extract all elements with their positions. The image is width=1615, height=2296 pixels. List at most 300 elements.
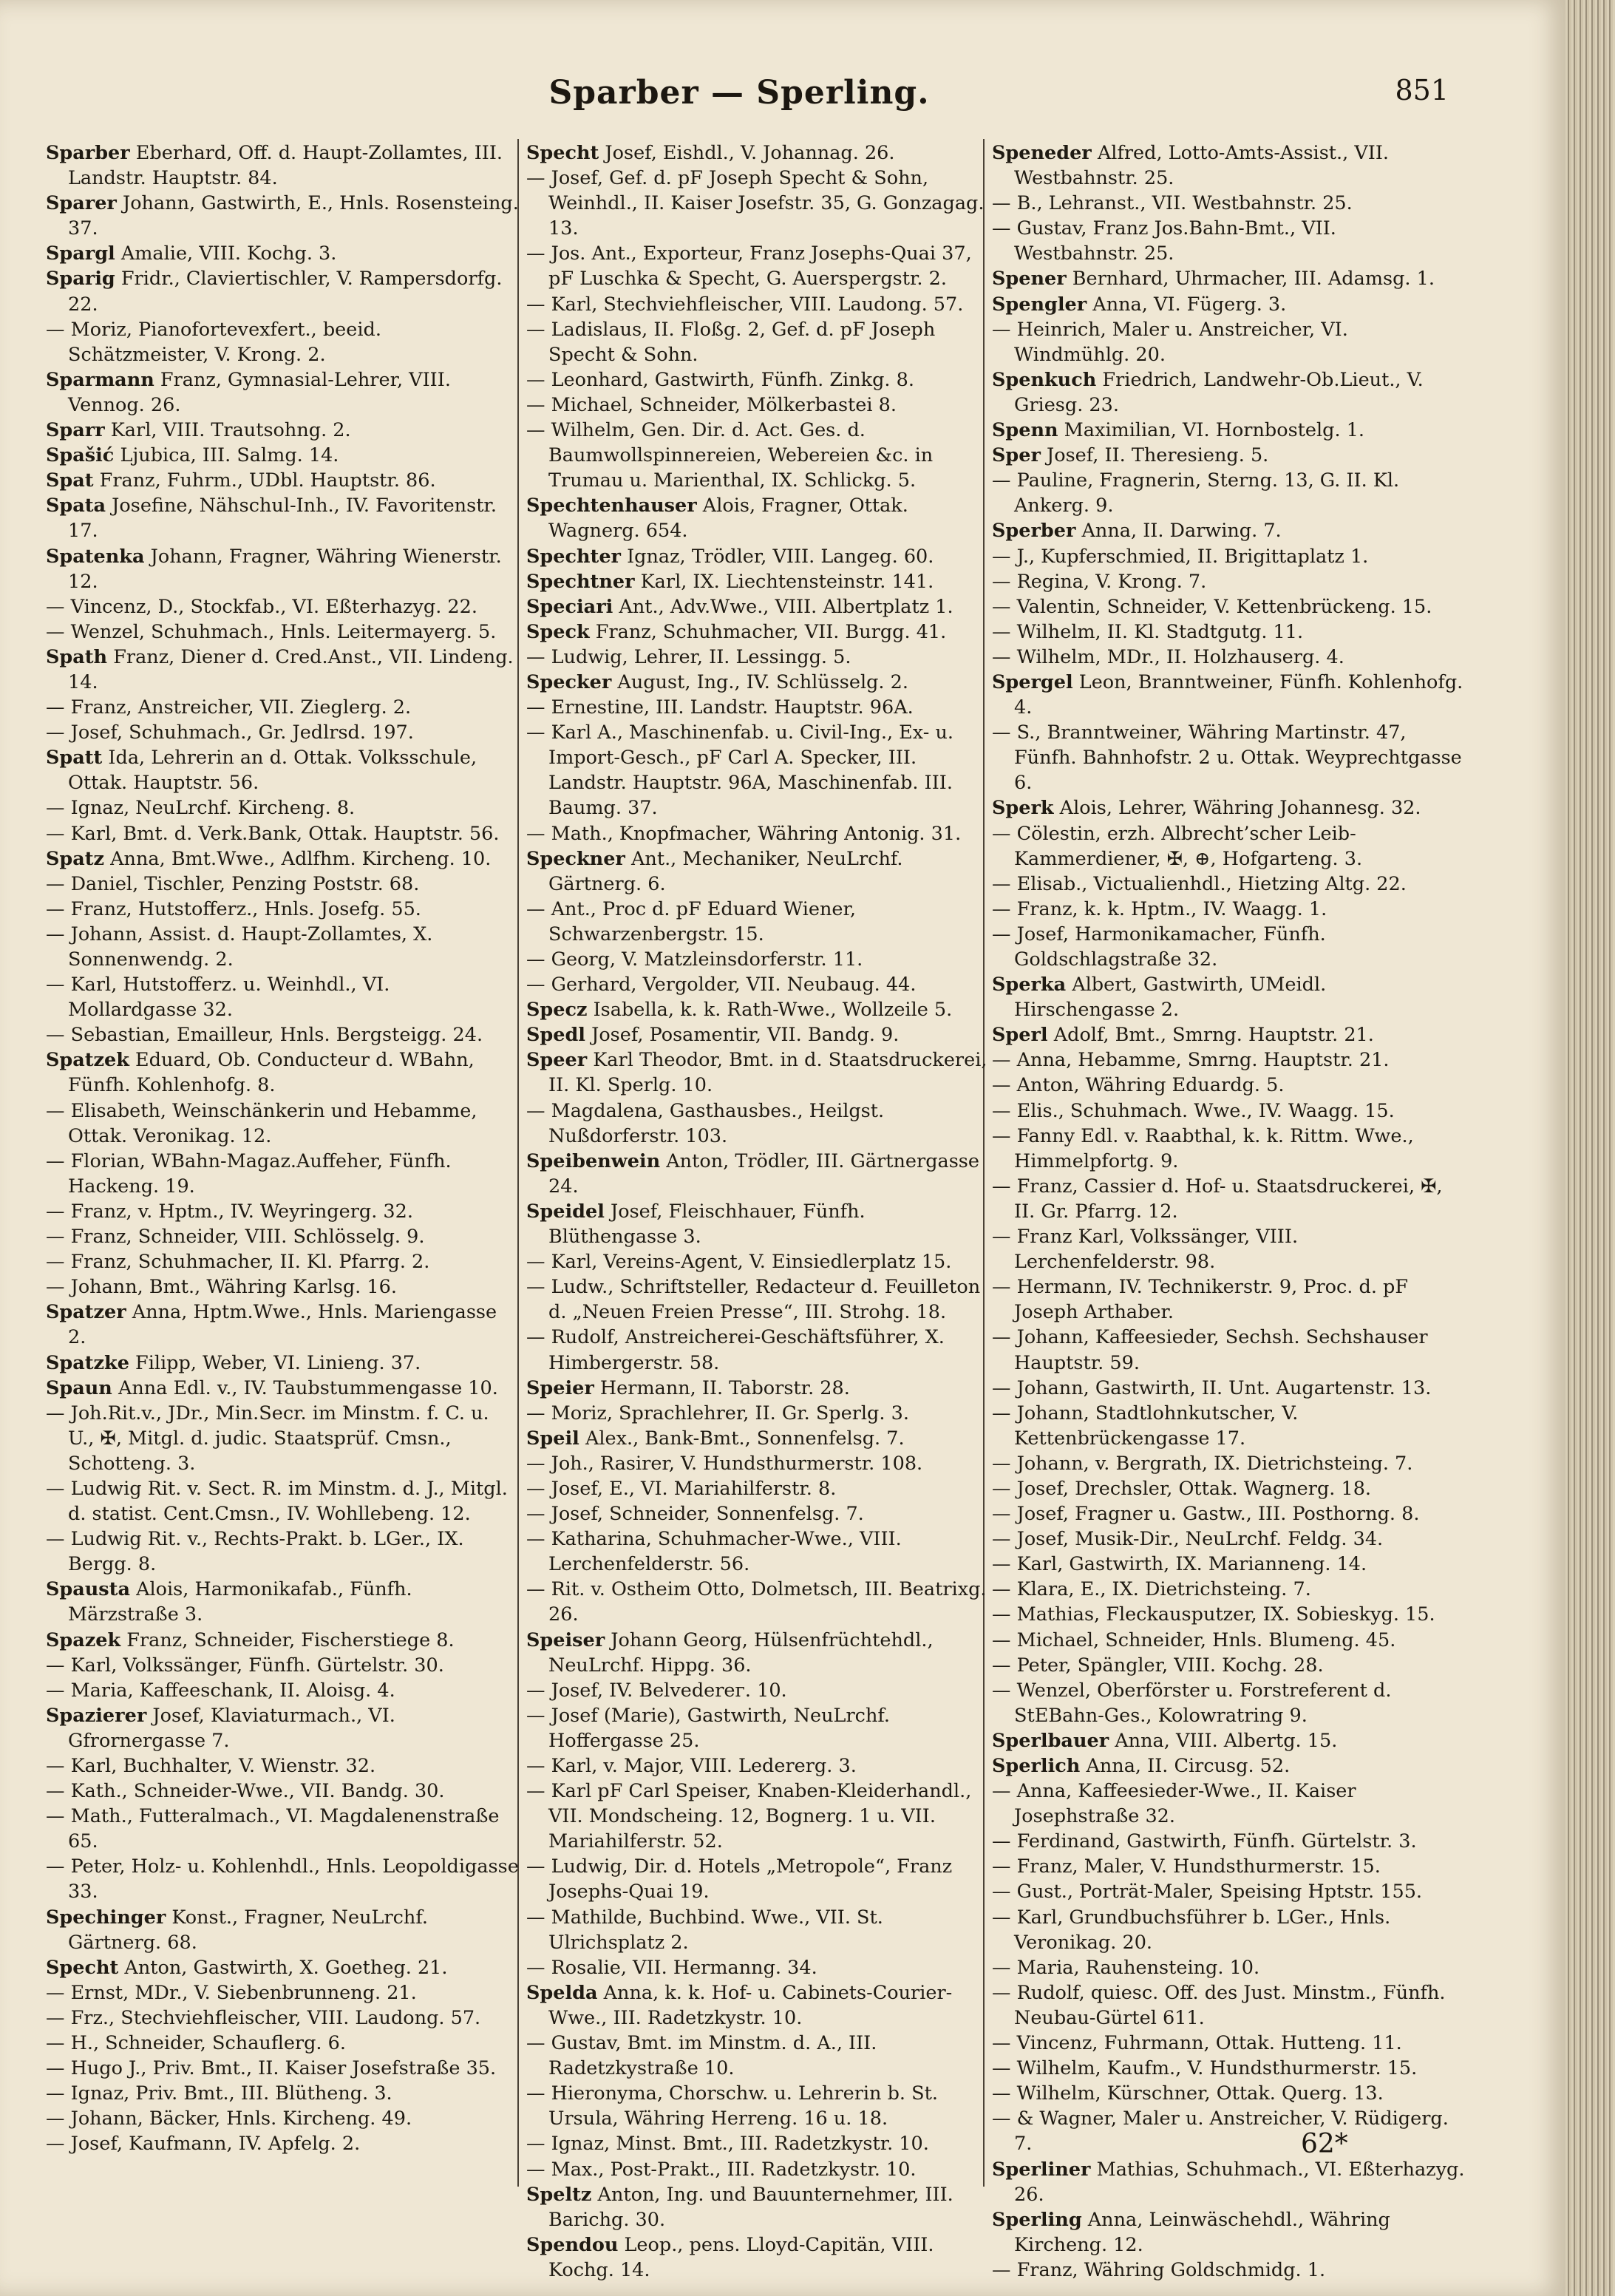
entry-surname: Sperka	[992, 974, 1067, 996]
directory-entry	[526, 1401, 999, 1426]
entry-details: — Maria, Kaffeeschank, II. Aloisg. 4.	[46, 1679, 395, 1702]
directory-entry	[46, 2056, 519, 2081]
entry-details: — Ludwig Rit. v., Rechts-Prakt. b. LGer., IX. Bergg. 8.	[46, 1528, 464, 1576]
directory-entry	[46, 1098, 519, 1149]
entry-details: — Franz, v. Hptm., IV. Weyringerg. 32.	[46, 1200, 413, 1223]
directory-entry	[992, 922, 1465, 972]
entry-details: Alois, Harmonikafab., Fünfh. Märzstraße 3.	[68, 1578, 412, 1626]
directory-entry	[526, 1022, 999, 1047]
entry-details: Anna, Leinwäschehdl., Währing Kircheng. 12.	[1014, 2208, 1390, 2256]
signature-mark: 62*	[1301, 2129, 1348, 2159]
entry-details: — Josef, E., VI. Mariahilferstr. 8.	[526, 1477, 837, 1500]
entry-details: — Ignaz, Priv. Bmt., III. Blütheng. 3.	[46, 2082, 392, 2105]
entry-details: — Ludwig, Lehrer, II. Lessingg. 5.	[526, 645, 851, 668]
directory-entry	[992, 1602, 1465, 1627]
directory-entry	[992, 897, 1465, 922]
entry-details: — Josef, Harmonikamacher, Fünfh. Goldschlagstraße 32.	[992, 923, 1326, 971]
entry-details: — Ludw., Schriftsteller, Redacteur d. Feuilleton d. „Neuen Freien Presse“, III. Strohg. 18.	[526, 1276, 981, 1324]
entry-details: — Ernst, MDr., V. Siebenbrunneng. 21.	[46, 1981, 417, 2004]
entry-details: Ida, Lehrerin an d. Ottak. Volksschule, Ottak. Hauptstr. 56.	[68, 747, 477, 795]
directory-entry	[526, 1526, 999, 1577]
directory-entry	[992, 2056, 1465, 2081]
entry-details: — Magdalena, Gasthausbes., Heilgst. Nußdorferstr. 103.	[526, 1099, 885, 1147]
directory-entry	[526, 897, 999, 947]
directory-entry	[526, 1678, 999, 1703]
entry-details: — Ant., Proc d. pF Eduard Wiener, Schwarzenbergstr. 15.	[526, 897, 856, 945]
directory-entry	[46, 1577, 519, 1627]
entry-details: — Josef (Marie), Gastwirth, NeuLrchf. Hoffergasse 25.	[526, 1704, 891, 1752]
entry-details: Josef, Eishdl., V. Johannag. 26.	[599, 142, 895, 164]
entry-surname: Spatt	[46, 747, 103, 770]
directory-entry	[992, 1628, 1465, 1653]
entry-details: — Jos. Ant., Exporteur, Franz Josephs-Quai 37, pF Luschka & Specht, G. Auerspergstr. 2.	[526, 242, 972, 291]
entry-details: Anna, VIII. Albertg. 15.	[1109, 1729, 1338, 1752]
page-header	[0, 74, 1478, 133]
entry-details: — Franz, Währing Goldschmidg. 1.	[992, 2258, 1326, 2281]
entry-surname: Sperl	[992, 1024, 1048, 1047]
entry-details: — Franz, Hutstofferz., Hnls. Josefg. 55.	[46, 897, 421, 920]
directory-entry	[526, 1753, 999, 1779]
directory-entry	[46, 1300, 519, 1350]
entry-details: — Wilhelm, Gen. Dir. d. Act. Ges. d. Baumwollspinnereien, Webereien &c. in Trumau u. Marienthal, IX. Schlickg. 5.	[526, 419, 934, 492]
directory-entry	[992, 1174, 1465, 1224]
entry-details: — Joh.Rit.v., JDr., Min.Secr. im Minstm. f. C. u. U., ✠, Mitgl. d. judic. Staatsprüf. Cmsn., Schotteng. 3.	[46, 1402, 489, 1475]
entry-details: Franz, Gymnasial-Lehrer, VIII. Vennog. 26.	[68, 368, 451, 416]
directory-entry	[992, 2207, 1465, 2258]
entry-details: — Johann, Bäcker, Hnls. Kircheng. 49.	[46, 2108, 412, 2130]
entry-surname: Sperling	[992, 2208, 1082, 2231]
directory-entry	[526, 972, 999, 997]
entry-details: — Ignaz, NeuLrchf. Kircheng. 8.	[46, 797, 356, 820]
entry-details: — Rudolf, Anstreicherei-Geschäftsführer, X. Himbergerstr. 58.	[526, 1326, 945, 1374]
entry-details: — Franz, Cassier d. Hof- u. Staatsdruckerei, ✠, II. Gr. Pfarrg. 12.	[992, 1175, 1443, 1223]
directory-entry	[526, 594, 999, 619]
entry-details: — Karl, Bmt. d. Verk.Bank, Ottak. Hauptstr. 56.	[46, 822, 500, 845]
directory-entry	[526, 367, 999, 393]
directory-entry	[46, 2131, 519, 2156]
entry-surname: Spener	[992, 268, 1067, 291]
entry-details: Adolf, Bmt., Smrng. Hauptstr. 21.	[1047, 1024, 1374, 1047]
entry-surname: Spaun	[46, 1376, 112, 1399]
directory-entry	[526, 1955, 999, 1980]
directory-entry	[992, 1274, 1465, 1325]
entry-details: Mathias, Schuhmach., VI. Eßterhazyg. 26.	[1014, 2158, 1465, 2206]
entry-surname: Sperlich	[992, 1755, 1081, 1777]
directory-entry	[46, 1376, 519, 1401]
entry-details: — Hieronyma, Chorschw. u. Lehrerin b. St. Ursula, Währing Herreng. 16 u. 18.	[526, 2082, 938, 2130]
directory-entry	[526, 1098, 999, 1149]
entry-details: Anna, II. Darwing. 7.	[1075, 520, 1282, 543]
entry-surname: Speneder	[992, 142, 1092, 164]
directory-entry	[992, 1401, 1465, 1451]
directory-entry	[46, 191, 519, 241]
entry-details: Anna, k. k. Hof- u. Cabinets-Courier-Wwe., III. Radetzkystr. 10.	[548, 1981, 953, 2029]
directory-entry	[992, 1905, 1465, 1955]
entry-details: — Hermann, IV. Technikerstr. 9, Proc. d. pF Joseph Arthaber.	[992, 1276, 1409, 1324]
directory-entry	[46, 1274, 519, 1300]
directory-entry	[992, 1854, 1465, 1879]
entry-details: Isabella, k. k. Rath-Wwe., Wollzeile 5.	[587, 999, 953, 1022]
directory-entry	[526, 166, 999, 241]
directory-entry	[992, 140, 1465, 191]
entry-details: — Karl, Vereins-Agent, V. Einsiedlerplatz 15.	[526, 1251, 952, 1274]
entry-surname: Sparr	[46, 419, 105, 442]
entry-details: Anna, Hptm.Wwe., Hnls. Mariengasse 2.	[68, 1301, 497, 1349]
directory-entry	[526, 2182, 999, 2232]
directory-entry	[992, 1653, 1465, 1678]
directory-entry	[992, 1728, 1465, 1753]
entry-surname: Sper	[992, 444, 1041, 467]
directory-entry	[992, 2106, 1465, 2156]
entry-details: — Josef, Fragner u. Gastw., III. Posthorng. 8.	[992, 1503, 1420, 1526]
entry-surname: Spata	[46, 495, 106, 517]
entry-details: Josef, Fleischhauer, Fünfh. Blüthengasse 3.	[548, 1200, 866, 1249]
directory-entry	[992, 367, 1465, 418]
directory-column-2	[526, 140, 999, 2283]
entry-details: Karl, IX. Liechtensteinstr. 141.	[634, 570, 934, 593]
entry-details: — Johann, v. Bergrath, IX. Dietrichsteing. 7.	[992, 1452, 1413, 1475]
directory-entry	[46, 1779, 519, 1804]
entry-details: — Vincenz, D., Stockfab., VI. Eßterhazyg. 22.	[46, 595, 477, 618]
directory-entry	[992, 1753, 1465, 1779]
entry-details: August, Ing., IV. Schlüsselg. 2.	[611, 670, 908, 693]
entry-details: — Karl, Hutstofferz. u. Weinhdl., VI. Mollardgasse 32.	[46, 974, 390, 1022]
entry-surname: Spath	[46, 645, 108, 668]
directory-entry	[46, 1224, 519, 1249]
entry-details: — Karl, Gastwirth, IX. Marianneng. 14.	[992, 1553, 1367, 1576]
directory-entry	[526, 1476, 999, 1501]
directory-entry	[46, 1678, 519, 1703]
entry-surname: Speltz	[526, 2183, 592, 2206]
entry-details: — Franz, Anstreicher, VII. Zieglerg. 2.	[46, 696, 412, 719]
entry-details: — Rosalie, VII. Hermanng. 34.	[526, 1956, 817, 1979]
directory-entry	[46, 1653, 519, 1678]
directory-entry	[46, 2031, 519, 2056]
entry-details: Leon, Branntweiner, Fünfh. Kohlenhofg. 4.	[1014, 670, 1463, 719]
entry-details: — Wilhelm, II. Kl. Stadtgutg. 11.	[992, 620, 1304, 643]
entry-details: — B., Lehranst., VII. Westbahnstr. 25.	[992, 192, 1353, 215]
directory-entry	[526, 1199, 999, 1249]
entry-details: — Wenzel, Schuhmach., Hnls. Leitermayerg. 5.	[46, 620, 497, 643]
directory-entry	[46, 1351, 519, 1376]
entry-surname: Spatzke	[46, 1351, 129, 1374]
entry-surname: Sperber	[992, 520, 1076, 543]
directory-entry	[46, 1905, 519, 1955]
entry-surname: Sparer	[46, 192, 117, 215]
directory-entry	[992, 518, 1465, 543]
entry-details: — Ludwig Rit. v. Sect. R. im Minstm. d. J., Mitgl. d. statist. Cent.Cmsn., IV. Wohllebeng. 12.	[46, 1477, 508, 1526]
directory-entry	[46, 418, 519, 443]
entry-details: — Johann, Kaffeesieder, Sechsh. Sechshauser Hauptstr. 59.	[992, 1326, 1428, 1374]
entry-details: — Josef, Drechsler, Ottak. Wagnerg. 18.	[992, 1477, 1372, 1500]
entry-details: — Karl A., Maschinenfab. u. Civil-Ing., Ex- u. Import-Gesch., pF Carl A. Specker, III. Landstr. Hauptstr. 96A, Maschinenfab. III. Baumg. 37.	[526, 721, 953, 820]
entry-details: Friedrich, Landwehr-Ob.Lieut., V. Griesg. 23.	[1014, 368, 1424, 416]
entry-details: — Katharina, Schuhmacher-Wwe., VIII. Lerchenfelderstr. 56.	[526, 1528, 902, 1576]
directory-entry	[992, 1526, 1465, 1552]
entry-details: Leop., pens. Lloyd-Capitän, VIII. Kochg. 14.	[548, 2233, 934, 2281]
entry-surname: Sperlbauer	[992, 1729, 1109, 1752]
directory-entry	[46, 317, 519, 367]
directory-entry	[46, 645, 519, 695]
directory-entry	[992, 2258, 1465, 2283]
directory-entry	[46, 922, 519, 972]
directory-entry	[992, 317, 1465, 367]
directory-entry	[992, 1325, 1465, 1375]
entry-details: Ljubica, III. Salmg. 14.	[114, 444, 339, 467]
directory-entry	[46, 1854, 519, 1904]
entry-surname: Spechter	[526, 545, 621, 568]
directory-entry	[526, 1047, 999, 1098]
entry-details: — Elis., Schuhmach. Wwe., IV. Waagg. 15.	[992, 1099, 1395, 1122]
entry-details: Franz, Fuhrm., UDbl. Hauptstr. 86.	[93, 469, 436, 492]
directory-entry	[526, 2232, 999, 2283]
entry-details: — Mathias, Fleckausputzer, IX. Sobieskyg. 15.	[992, 1603, 1435, 1626]
entry-details: Maximilian, VI. Hornbostelg. 1.	[1058, 419, 1365, 442]
entry-details: — Cölestin, erzh. Albrecht’scher Leib-Kammerdiener, ✠, ⊕, Hofgarteng. 3.	[992, 822, 1363, 870]
directory-entry	[526, 1274, 999, 1325]
directory-entry	[526, 2081, 999, 2131]
entry-details: Alex., Bank-Bmt., Sonnenfelsg. 7.	[579, 1427, 905, 1450]
entry-surname: Spergel	[992, 670, 1073, 693]
entry-surname: Spechinger	[46, 1906, 166, 1929]
page-edge	[1565, 0, 1615, 2296]
entry-surname: Sparig	[46, 268, 115, 291]
directory-entry	[526, 997, 999, 1022]
entry-details: — Josef, Schuhmach., Gr. Jedlrsd. 197.	[46, 721, 414, 744]
directory-entry	[992, 1098, 1465, 1124]
entry-surname: Spazierer	[46, 1704, 147, 1727]
directory-entry	[992, 569, 1465, 594]
directory-entry	[526, 695, 999, 720]
directory-entry	[526, 544, 999, 569]
entry-surname: Spengler	[992, 293, 1087, 316]
entry-details: — Josef, IV. Belvederег. 10.	[526, 1679, 787, 1702]
directory-entry	[46, 1047, 519, 1098]
entry-details: — Peter, Holz- u. Kohlenhdl., Hnls. Leopoldigasse 33.	[46, 1855, 519, 1903]
entry-details: — Gustav, Franz Jos.Bahn-Bmt., VII. Westbahnstr. 25.	[992, 217, 1336, 265]
entry-surname: Spendou	[526, 2233, 619, 2256]
entry-details: — Ferdinand, Gastwirth, Fünfh. Gürtelstr. 3.	[992, 1830, 1417, 1853]
directory-entry	[992, 619, 1465, 645]
entry-surname: Spašić	[46, 444, 115, 467]
directory-entry	[992, 795, 1465, 821]
entry-surname: Spausta	[46, 1578, 130, 1601]
directory-entry	[46, 594, 519, 619]
entry-details: — Gustav, Bmt. im Minstm. d. A., III. Radetzkystraße 10.	[526, 2032, 877, 2080]
entry-details: — Elisabeth, Weinschänkerin und Hebamme, Ottak. Veronikag. 12.	[46, 1099, 477, 1147]
directory-entry	[992, 544, 1465, 569]
directory-entry	[992, 1577, 1465, 1602]
directory-entry	[46, 1980, 519, 2005]
directory-entry	[46, 1753, 519, 1779]
entry-details: — Mathilde, Buchbind. Wwe., VII. St. Ulrichsplatz 2.	[526, 1906, 883, 1954]
directory-entry	[526, 1779, 999, 1854]
entry-details: — Sebastian, Emailleur, Hnls. Bergsteigg. 24.	[46, 1024, 483, 1047]
directory-entry	[526, 1149, 999, 1199]
entry-details: Anton, Gastwirth, X. Goetheg. 21.	[118, 1956, 448, 1979]
entry-details: — Franz, Schneider, VIII. Schlösselg. 9.	[46, 1226, 425, 1249]
entry-details: Albert, Gastwirth, UMeidl. Hirschengasse 2.	[1014, 974, 1327, 1022]
directory-entry	[46, 1022, 519, 1047]
directory-entry	[46, 872, 519, 897]
entry-surname: Sperliner	[992, 2158, 1091, 2181]
entry-details: Josef, II. Theresieng. 5.	[1040, 444, 1269, 467]
entry-details: — Pauline, Fragnerin, Sterng. 13, G. II. Kl. Ankerg. 9.	[992, 469, 1400, 517]
entry-details: — Moriz, Pianofortevexfert., beeid. Schätzmeister, V. Krong. 2.	[46, 318, 381, 366]
entry-details: — Josef, Schneider, Sonnenfelsg. 7.	[526, 1503, 864, 1526]
entry-details: — Klara, E., IX. Dietrichsteing. 7.	[992, 1578, 1311, 1601]
entry-details: — Wilhelm, Kürschner, Ottak. Querg. 13.	[992, 2082, 1384, 2105]
entry-details: — Joh., Rasirer, V. Hundsthurmerstr. 108.	[526, 1452, 923, 1475]
entry-details: — Math., Knopfmacher, Währing Antonig. 31.	[526, 822, 962, 845]
entry-details: Eberhard, Off. d. Haupt-Zollamtes, III. Landstr. Hauptstr. 84.	[68, 142, 503, 190]
entry-surname: Specht	[526, 142, 599, 164]
directory-entry	[46, 1199, 519, 1224]
directory-entry	[526, 2157, 999, 2182]
directory-entry	[46, 1476, 519, 1526]
entry-details: Franz, Schneider, Fischerstiege 8.	[120, 1628, 455, 1651]
entry-details: — Franz, Maler, V. Hundsthurmerstr. 15.	[992, 1855, 1381, 1878]
entry-details: Anton, Trödler, III. Gärtnergasse 24.	[548, 1149, 979, 1198]
entry-details: — Franz, k. k. Hptm., IV. Waagg. 1.	[992, 897, 1327, 920]
directory-entry	[526, 720, 999, 821]
entry-details: — Hugo J., Priv. Bmt., II. Kaiser Josefstraße 35.	[46, 2057, 497, 2080]
directory-entry	[992, 972, 1465, 1022]
directory-entry	[992, 1779, 1465, 1829]
entry-details: — Florian, WBahn-Magaz.Auffeher, Fünfh. Hackeng. 19.	[46, 1149, 452, 1198]
entry-details: Karl Theodor, Bmt. in d. Staatsdruckerei, II. Kl. Sperlg. 10.	[548, 1049, 987, 1097]
directory-column-3	[992, 140, 1465, 2283]
entry-details: — Wilhelm, MDr., II. Holzhauserg. 4.	[992, 645, 1344, 668]
directory-entry	[526, 241, 999, 291]
directory-column-1	[46, 140, 519, 2157]
entry-surname: Speiser	[526, 1628, 605, 1651]
directory-entry	[526, 947, 999, 972]
entry-details: — Frz., Stechviehfleischer, VIII. Laudong. 57.	[46, 2006, 481, 2029]
entry-details: Franz, Diener d. Cred.Anst., VII. Lindeng. 14.	[68, 645, 514, 693]
entry-details: Franz, Schuhmacher, VII. Burgg. 41.	[589, 620, 947, 643]
directory-entry	[992, 1224, 1465, 1274]
directory-entry	[46, 972, 519, 1022]
entry-details: Anna, II. Circusg. 52.	[1080, 1755, 1291, 1777]
entry-details: — Michael, Schneider, Mölkerbastei 8.	[526, 393, 897, 416]
directory-entry	[46, 544, 519, 594]
entry-details: Alfred, Lotto-Amts-Assist., VII. Westbahnstr. 25.	[1014, 142, 1390, 190]
directory-entry	[46, 897, 519, 922]
entry-details: — Georg, V. Matzleinsdorferstr. 11.	[526, 948, 863, 971]
entry-details: — Karl, Stechviehfleischer, VIII. Laudong. 57.	[526, 293, 964, 316]
directory-entry	[526, 1501, 999, 1526]
directory-entry	[526, 493, 999, 543]
directory-entry	[526, 317, 999, 367]
entry-details: — Anna, Kaffeesieder-Wwe., II. Kaiser Josephstraße 32.	[992, 1780, 1356, 1828]
entry-details: Ignaz, Trödler, VIII. Langeg. 60.	[620, 545, 934, 568]
entry-details: — Josef, Gef. d. pF Joseph Specht & Sohn, Weinhdl., II. Kaiser Josefstr. 35, G. Gonzagag. 13.	[526, 167, 985, 240]
entry-details: — Karl, Grundbuchsführer b. LGer., Hnls. Veronikag. 20.	[992, 1906, 1391, 1954]
entry-surname: Specht	[46, 1956, 119, 1979]
directory-entry	[526, 1325, 999, 1375]
entry-surname: Speibenwein	[526, 1149, 661, 1172]
directory-entry	[46, 493, 519, 543]
directory-entry	[46, 720, 519, 745]
directory-entry	[992, 720, 1465, 795]
directory-entry	[526, 1577, 999, 1627]
directory-entry	[526, 846, 999, 897]
entry-details: Josef, Posamentir, VII. Bandg. 9.	[585, 1024, 900, 1047]
entry-details: — Peter, Spängler, VIII. Kochg. 28.	[992, 1654, 1324, 1677]
directory-entry	[46, 140, 519, 191]
entry-details: Johann, Gastwirth, E., Hnls. Rosensteing. 37.	[68, 192, 519, 240]
directory-entry	[526, 1376, 999, 1401]
entry-surname: Speier	[526, 1376, 594, 1399]
directory-entry	[992, 594, 1465, 619]
entry-details: Amalie, VIII. Kochg. 3.	[115, 242, 337, 265]
directory-entry	[992, 443, 1465, 468]
entry-details: — Karl, Buchhalter, V. Wienstr. 32.	[46, 1755, 376, 1777]
directory-entry	[46, 266, 519, 316]
entry-details: — Vincenz, Fuhrmann, Ottak. Hutteng. 11.	[992, 2032, 1402, 2055]
entry-surname: Spenkuch	[992, 368, 1097, 391]
entry-details: Konst., Fragner, NeuLrchf. Gärtnerg. 68.	[68, 1906, 428, 1954]
directory-entry	[992, 1879, 1465, 1904]
entry-details: — S., Branntweiner, Währing Martinstr. 47, Fünfh. Bahnhofstr. 2 u. Ottak. Weyprechtgasse 6.	[992, 721, 1462, 795]
directory-entry	[526, 1249, 999, 1274]
entry-surname: Speckner	[526, 847, 625, 870]
directory-entry	[46, 619, 519, 645]
directory-entry	[992, 1047, 1465, 1073]
entry-details: — Josef, Musik-Dir., NeuLrchf. Feldg. 34.	[992, 1528, 1384, 1551]
entry-surname: Spat	[46, 469, 94, 492]
entry-details: Johann Georg, Hülsenfrüchtehdl., NeuLrchf. Hippg. 36.	[548, 1628, 934, 1677]
directory-entry	[526, 619, 999, 645]
entry-surname: Speidel	[526, 1200, 605, 1223]
entry-surname: Sparber	[46, 142, 130, 164]
directory-entry	[526, 1426, 999, 1451]
directory-entry	[992, 1451, 1465, 1476]
entry-details: — Josef, Kaufmann, IV. Apfelg. 2.	[46, 2133, 361, 2156]
directory-entry	[992, 1980, 1465, 2031]
entry-details: — Daniel, Tischler, Penzing Poststr. 68.	[46, 872, 420, 895]
entry-details: Fridr., Claviertischler, V. Rampersdorfg. 22.	[68, 268, 503, 316]
entry-details: — Max., Post-Prakt., III. Radetzkystr. 10.	[526, 2158, 917, 2181]
entry-details: — Michael, Schneider, Hnls. Blumeng. 45.	[992, 1628, 1396, 1651]
directory-entry	[46, 821, 519, 846]
entry-surname: Spatenka	[46, 545, 145, 568]
directory-entry	[992, 2031, 1465, 2056]
directory-entry	[992, 216, 1465, 266]
entry-details: — Moriz, Sprachlehrer, II. Gr. Sperlg. 3.	[526, 1402, 909, 1424]
entry-surname: Spatz	[46, 847, 105, 870]
entry-details: — Fanny Edl. v. Raabthal, k. k. Rittm. Wwe., Himmelpfortg. 9.	[992, 1124, 1414, 1172]
entry-surname: Specker	[526, 670, 612, 693]
entry-details: — Johann, Stadtlohnkutscher, V. Kettenbrückengasse 17.	[992, 1402, 1299, 1450]
directory-entry	[526, 418, 999, 493]
directory-entry	[46, 468, 519, 493]
directory-entry	[526, 569, 999, 594]
directory-entry	[992, 1501, 1465, 1526]
entry-surname: Spelda	[526, 1981, 598, 2004]
directory-entry	[526, 2031, 999, 2081]
entry-surname: Spargl	[46, 242, 115, 265]
entry-details: Anton, Ing. und Bauunternehmer, III. Barichg. 30.	[548, 2183, 953, 2231]
entry-details: — Maria, Rauhensteing. 10.	[992, 1956, 1260, 1979]
directory-entry	[46, 846, 519, 872]
directory-entry	[992, 468, 1465, 518]
directory-entry	[992, 872, 1465, 897]
directory-entry	[46, 2081, 519, 2106]
directory-entry	[992, 1955, 1465, 1980]
directory-entry	[46, 1249, 519, 1274]
